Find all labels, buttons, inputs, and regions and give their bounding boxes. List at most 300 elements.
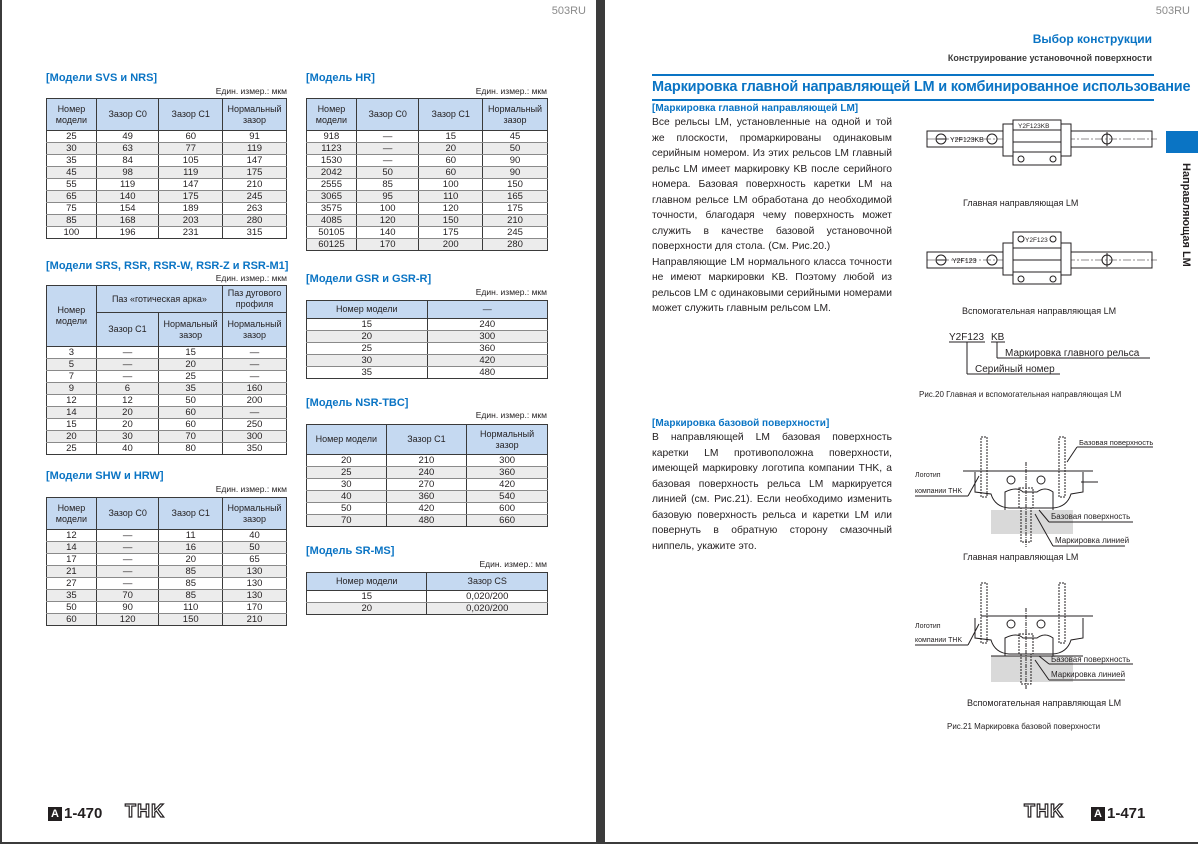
table-cell: 40 — [223, 530, 287, 542]
table-cell: 50 — [307, 503, 387, 515]
unit-label: Един. измер.: мкм — [475, 410, 547, 420]
subsection-header: Конструирование установочной поверхности — [947, 53, 1152, 63]
header-cell: Нормальный зазор — [223, 498, 287, 530]
table-row — [47, 215, 287, 227]
header-cell: Номер модели — [47, 498, 97, 530]
table-row — [47, 407, 287, 419]
table-cell: 120 — [356, 215, 419, 227]
table-row — [47, 347, 287, 359]
table-cell: 55 — [47, 179, 97, 191]
table-cell: 70 — [159, 431, 223, 443]
table-row — [47, 602, 287, 614]
svg-text:Маркировка главного рельса: Маркировка главного рельса — [1005, 348, 1140, 359]
table-sr-ms — [306, 572, 548, 615]
table-cell: — — [96, 578, 159, 590]
fig21-sub-caption: Вспомогательная направляющая LM — [967, 698, 1122, 708]
table-cell: 420 — [467, 479, 548, 491]
table-cell: 20 — [307, 331, 428, 343]
svg-text:Логотип: Логотип — [915, 623, 941, 630]
svg-text:Базовая поверхность: Базовая поверхность — [1051, 655, 1131, 664]
table-cell: 420 — [386, 503, 467, 515]
table-cell: 98 — [96, 167, 159, 179]
svg-text:Y2F123KB: Y2F123KB — [1018, 123, 1050, 130]
table-row — [47, 143, 287, 155]
table-row — [307, 467, 548, 479]
table-row — [47, 530, 287, 542]
table-cell: 45 — [47, 167, 97, 179]
table-cell: 30 — [307, 355, 428, 367]
header-cell: Нормальный зазор — [159, 313, 223, 347]
table-row — [307, 155, 548, 167]
table-cell: 130 — [223, 578, 287, 590]
table-cell: 130 — [223, 590, 287, 602]
header-cell: Нормальный зазор — [223, 313, 287, 347]
header-cell: Номер модели — [307, 99, 357, 131]
table-cell: 85 — [356, 179, 419, 191]
table-row — [47, 614, 287, 626]
table-cell: 119 — [96, 179, 159, 191]
fig20-main-caption: Главная направляющая LM — [963, 198, 1079, 208]
table-cell: 140 — [96, 191, 159, 203]
table-cell: 200 — [419, 239, 483, 251]
table-row — [47, 371, 287, 383]
section-header: Выбор конструкции — [1032, 32, 1152, 46]
table-title-sr-ms: [Модель SR-MS] — [306, 545, 395, 557]
table-cell: 90 — [483, 155, 548, 167]
header-cell: Зазор C1 — [419, 99, 483, 131]
doc-code: 503RU — [1155, 5, 1190, 17]
section-a-icon: A — [48, 807, 62, 821]
header-cell: Зазор C0 — [96, 99, 159, 131]
svg-text:Серийный номер: Серийный номер — [975, 364, 1055, 375]
table-row — [307, 331, 548, 343]
unit-label: Един. измер.: мкм — [475, 86, 547, 96]
header-cell: Номер модели — [307, 573, 427, 591]
table-row — [47, 419, 287, 431]
table-title-svs-nrs: [Модели SVS и NRS] — [46, 72, 158, 84]
table-row — [47, 443, 287, 455]
header-cell: Нормальный зазор — [467, 425, 548, 455]
main-rail-cross-section — [913, 432, 1163, 552]
table-cell: 15 — [159, 347, 223, 359]
table-cell: 14 — [47, 542, 97, 554]
table-cell: 50 — [356, 167, 419, 179]
section-title-main-rail-marking: [Маркировка главной направляющей LM] — [652, 103, 859, 114]
header-cell: Зазор C1 — [159, 99, 223, 131]
table-title-nsr-tbc: [Модель NSR-TBC] — [306, 397, 409, 409]
table-cell: 196 — [96, 227, 159, 239]
table-cell: 150 — [483, 179, 548, 191]
svg-text:Базовая поверхность: Базовая поверхность — [1051, 512, 1131, 521]
table-cell: 60 — [159, 407, 223, 419]
side-tab-label: Направляющая LM — [1180, 163, 1192, 267]
table-row — [307, 167, 548, 179]
table-cell: 14 — [47, 407, 97, 419]
table-cell: 350 — [223, 443, 287, 455]
table-cell: 7 — [47, 371, 97, 383]
table-cell: 203 — [159, 215, 223, 227]
table-cell: 263 — [223, 203, 287, 215]
svg-text:Y2F123: Y2F123 — [949, 332, 985, 343]
table-cell: 21 — [47, 566, 97, 578]
table-cell: 210 — [483, 215, 548, 227]
table-row — [47, 542, 287, 554]
table-cell: 65 — [47, 191, 97, 203]
table-cell: 1123 — [307, 143, 357, 155]
page-left — [2, 0, 596, 842]
table-cell: 90 — [96, 602, 159, 614]
table-cell: 130 — [223, 566, 287, 578]
table-row — [47, 131, 287, 143]
table-cell: 70 — [307, 515, 387, 527]
table-cell: 25 — [47, 131, 97, 143]
table-cell: 25 — [159, 371, 223, 383]
table-cell: 100 — [47, 227, 97, 239]
table-cell: 30 — [307, 479, 387, 491]
table-cell: 30 — [47, 143, 97, 155]
table-cell: 12 — [96, 395, 158, 407]
table-row — [47, 203, 287, 215]
table-cell: 147 — [159, 179, 223, 191]
table-cell: 15 — [307, 591, 427, 603]
table-title-shw-hrw: [Модели SHW и HRW] — [46, 470, 164, 482]
table-cell: 270 — [386, 479, 467, 491]
table-cell: 50 — [47, 602, 97, 614]
table-cell: 154 — [96, 203, 159, 215]
section-body-reference-surface — [652, 430, 892, 554]
header-cell: Нормальный зазор — [223, 99, 287, 131]
table-cell: 90 — [483, 167, 548, 179]
paragraph: Направляющие LM нормального класса точности не имеют маркировки KB. Поэтому любой из рельсов LM с одинаковыми серийными номерами может служить главным рельсом LM. — [652, 256, 892, 314]
header-cell: Номер модели — [307, 425, 387, 455]
table-cell: 140 — [356, 227, 419, 239]
table-cell: 40 — [96, 443, 158, 455]
table-row — [307, 131, 548, 143]
table-cell: 150 — [419, 215, 483, 227]
table-row — [307, 591, 548, 603]
svg-text:компании THK: компании THK — [915, 488, 963, 495]
table-cell: 360 — [427, 343, 547, 355]
table-cell: 168 — [96, 215, 159, 227]
table-cell: 175 — [419, 227, 483, 239]
section-body-main-rail-marking — [652, 115, 892, 317]
table-cell: 50105 — [307, 227, 357, 239]
unit-label: Един. измер.: мкм — [215, 86, 287, 96]
table-cell: 25 — [307, 467, 387, 479]
table-row — [47, 191, 287, 203]
page-number-text: 1-471 — [1107, 805, 1146, 822]
table-row — [47, 554, 287, 566]
table-cell: 175 — [223, 167, 287, 179]
table-cell: 175 — [159, 191, 223, 203]
table-cell: 170 — [223, 602, 287, 614]
table-cell: — — [96, 554, 159, 566]
table-row — [307, 239, 548, 251]
table-cell: 45 — [483, 131, 548, 143]
svg-text:Y2F123KB: Y2F123KB — [950, 137, 984, 144]
table-cell: 35 — [47, 155, 97, 167]
table-cell: 300 — [467, 455, 548, 467]
table-srs-rsr — [46, 285, 287, 455]
table-cell: 20 — [307, 603, 427, 615]
table-title-hr: [Модель HR] — [306, 72, 375, 84]
table-cell: 170 — [356, 239, 419, 251]
table-cell: 3575 — [307, 203, 357, 215]
table-cell: 110 — [159, 602, 223, 614]
serial-number-legend — [945, 330, 1165, 378]
table-cell: 200 — [223, 395, 287, 407]
table-cell: — — [96, 566, 159, 578]
table-cell: 147 — [223, 155, 287, 167]
page-number-text: 1-470 — [64, 805, 103, 822]
page-title: Маркировка главной направляющей LM и комбинированное использование — [652, 74, 1154, 101]
svg-text:Y2F123: Y2F123 — [952, 258, 977, 265]
table-row — [307, 191, 548, 203]
table-cell: 280 — [223, 215, 287, 227]
table-cell: 300 — [223, 431, 287, 443]
table-row — [307, 367, 548, 379]
table-cell: 540 — [467, 491, 548, 503]
table-cell: 6 — [96, 383, 158, 395]
table-cell: — — [356, 131, 419, 143]
table-cell: 0,020/200 — [427, 603, 548, 615]
header-cell: Зазор C1 — [386, 425, 467, 455]
unit-label: Един. измер.: мкм — [215, 273, 287, 283]
table-svs-nrs — [46, 98, 287, 239]
table-cell: 95 — [356, 191, 419, 203]
table-cell: 245 — [483, 227, 548, 239]
unit-label: Един. измер.: мкм — [215, 484, 287, 494]
table-cell: 600 — [467, 503, 548, 515]
table-cell: — — [223, 371, 287, 383]
table-cell: 35 — [159, 383, 223, 395]
table-title-gsr: [Модели GSR и GSR-R] — [306, 273, 432, 285]
table-cell: 25 — [307, 343, 428, 355]
table-cell: 85 — [159, 590, 223, 602]
table-row — [307, 603, 548, 615]
table-cell: 91 — [223, 131, 287, 143]
table-cell: 15 — [307, 319, 428, 331]
table-cell: — — [356, 155, 419, 167]
table-cell: 210 — [223, 614, 287, 626]
table-cell: 3 — [47, 347, 97, 359]
section-title-reference-surface: [Маркировка базовой поверхности] — [652, 418, 830, 429]
table-cell: 100 — [419, 179, 483, 191]
table-cell: 120 — [419, 203, 483, 215]
sub-rail-diagram — [925, 230, 1165, 290]
table-cell: 120 — [96, 614, 159, 626]
table-row — [47, 566, 287, 578]
header-group-gothic-arch: Паз «готическая арка» — [96, 286, 222, 313]
table-cell: 84 — [96, 155, 159, 167]
table-cell: 5 — [47, 359, 97, 371]
svg-text:Базовая поверхность: Базовая поверхность — [1079, 438, 1154, 447]
header-cell: Зазор C0 — [96, 498, 159, 530]
sub-rail-cross-section — [913, 578, 1163, 693]
table-cell: 50 — [483, 143, 548, 155]
table-cell: 49 — [96, 131, 159, 143]
header-cell: Номер модели — [47, 99, 97, 131]
table-cell: 175 — [483, 203, 548, 215]
table-cell: 20 — [307, 455, 387, 467]
table-cell: 20 — [96, 407, 158, 419]
table-cell: 11 — [159, 530, 223, 542]
table-row — [47, 431, 287, 443]
table-cell: 300 — [427, 331, 547, 343]
table-cell: 160 — [223, 383, 287, 395]
table-cell: 480 — [427, 367, 547, 379]
table-cell: 60 — [419, 155, 483, 167]
table-cell: 85 — [159, 578, 223, 590]
table-cell: 240 — [386, 467, 467, 479]
table-cell: 918 — [307, 131, 357, 143]
table-row — [47, 179, 287, 191]
page-right — [605, 0, 1198, 842]
table-row — [307, 227, 548, 239]
header-cell: Номер модели — [47, 286, 97, 347]
table-row — [307, 503, 548, 515]
table-row — [47, 578, 287, 590]
table-row — [307, 455, 548, 467]
table-cell: — — [356, 143, 419, 155]
table-cell: 30 — [96, 431, 158, 443]
header-cell: Нормальный зазор — [483, 99, 548, 131]
table-row — [47, 383, 287, 395]
table-cell: 2042 — [307, 167, 357, 179]
fig21-main-caption: Главная направляющая LM — [963, 552, 1079, 562]
side-tab-marker — [1166, 131, 1198, 153]
header-cell: Зазор CS — [427, 573, 548, 591]
table-hr — [306, 98, 548, 251]
table-cell: 9 — [47, 383, 97, 395]
table-nsr-tbc — [306, 424, 548, 527]
svg-text:KB: KB — [991, 332, 1005, 343]
table-cell: 27 — [47, 578, 97, 590]
table-cell: 77 — [159, 143, 223, 155]
paragraph: В направляющей LM базовая поверхность каретки LM противоположна поверхности, имеющей маркировку логотипа компании THK, а базовая поверхность рельса LM маркируется линией (см. Рис.21). Если необходимо изменить базовую поверхность рельса и каретки LM или повернуть в обратную сторону смазочный ниппель, укажите это. — [652, 432, 892, 552]
table-cell: — — [96, 347, 158, 359]
table-cell: 16 — [159, 542, 223, 554]
header-cell: Номер модели — [307, 301, 428, 319]
table-cell: 240 — [427, 319, 547, 331]
fig20-caption: Рис.20 Главная и вспомогательная направляющая LM — [919, 390, 1122, 399]
header-cell: Зазор C1 — [96, 313, 158, 347]
page-number — [1091, 805, 1145, 822]
table-cell: 63 — [96, 143, 159, 155]
table-cell: 20 — [419, 143, 483, 155]
table-cell: 75 — [47, 203, 97, 215]
doc-code: 503RU — [551, 5, 586, 17]
table-gsr — [306, 300, 548, 379]
table-cell: 3065 — [307, 191, 357, 203]
table-cell: 165 — [483, 191, 548, 203]
table-cell: 60 — [47, 614, 97, 626]
unit-label: Един. измер.: мм — [479, 559, 547, 569]
table-cell: 85 — [159, 566, 223, 578]
table-row — [47, 590, 287, 602]
table-cell: 105 — [159, 155, 223, 167]
thk-logo: THK — [125, 801, 165, 821]
table-cell: 2555 — [307, 179, 357, 191]
table-cell: 280 — [483, 239, 548, 251]
table-row — [307, 515, 548, 527]
table-cell: — — [223, 347, 287, 359]
unit-label: Един. измер.: мкм — [475, 287, 547, 297]
table-cell: 189 — [159, 203, 223, 215]
table-cell: 15 — [419, 131, 483, 143]
svg-text:компании THK: компании THK — [915, 637, 963, 644]
table-cell: 12 — [47, 395, 97, 407]
section-a-icon: A — [1091, 807, 1105, 821]
svg-text:Маркировка линией: Маркировка линией — [1055, 536, 1130, 545]
table-cell: 70 — [96, 590, 159, 602]
table-shw-hrw — [46, 497, 287, 626]
table-cell: 50 — [223, 542, 287, 554]
table-cell: 20 — [47, 431, 97, 443]
header-cell: — — [427, 301, 547, 319]
table-cell: 20 — [159, 359, 223, 371]
table-row — [307, 143, 548, 155]
table-cell: 150 — [159, 614, 223, 626]
table-row — [47, 167, 287, 179]
table-cell: 35 — [307, 367, 428, 379]
table-cell: 25 — [47, 443, 97, 455]
table-title-srs-rsr: [Модели SRS, RSR, RSR-W, RSR-Z и RSR-M1] — [46, 260, 289, 272]
header-group-circular-arc: Паз дугового профиля — [223, 286, 287, 313]
table-cell: 210 — [386, 455, 467, 467]
paragraph: Все рельсы LM, установленные на одной и той же плоскости, промаркированы одинаковым серийным номером. Из этих рельсов LM главный рельс LM имеет маркировку KB после серийного номера. Базовая поверхность каретки LM на главном рельсе LM обработана до необходимой точности, благодаря чему поверхность может служить в качестве базовой установочной поверхности для стола. (См. Рис.20.) — [652, 117, 892, 252]
table-cell: 40 — [307, 491, 387, 503]
svg-text:Маркировка линией: Маркировка линией — [1051, 670, 1126, 679]
table-cell: 100 — [356, 203, 419, 215]
table-row — [307, 479, 548, 491]
page-number — [48, 805, 102, 822]
fig20-sub-caption: Вспомогательная направляющая LM — [962, 306, 1117, 316]
table-cell: 1530 — [307, 155, 357, 167]
header-cell: Зазор C1 — [159, 498, 223, 530]
main-rail-diagram — [925, 118, 1165, 188]
table-cell: — — [96, 371, 158, 383]
table-row — [307, 179, 548, 191]
table-row — [307, 319, 548, 331]
table-cell: 17 — [47, 554, 97, 566]
thk-logo: THK — [1024, 801, 1064, 821]
table-cell: 20 — [159, 554, 223, 566]
table-row — [307, 491, 548, 503]
table-cell: 35 — [47, 590, 97, 602]
table-cell: — — [96, 542, 159, 554]
table-cell: 245 — [223, 191, 287, 203]
fig21-caption: Рис.21 Маркировка базовой поверхности — [947, 722, 1101, 731]
table-cell: 4085 — [307, 215, 357, 227]
table-cell: 250 — [223, 419, 287, 431]
svg-text:Логотип: Логотип — [915, 472, 941, 479]
table-cell: 360 — [386, 491, 467, 503]
table-cell: 60 — [159, 131, 223, 143]
table-cell: 210 — [223, 179, 287, 191]
table-cell: 50 — [159, 395, 223, 407]
table-cell: 60 — [419, 167, 483, 179]
svg-text:Y2F123: Y2F123 — [1025, 237, 1048, 244]
table-row — [307, 215, 548, 227]
table-cell: 660 — [467, 515, 548, 527]
table-cell: 119 — [223, 143, 287, 155]
table-cell: 110 — [419, 191, 483, 203]
table-cell: 119 — [159, 167, 223, 179]
table-cell: 20 — [96, 419, 158, 431]
table-cell: — — [223, 359, 287, 371]
table-cell: — — [96, 530, 159, 542]
